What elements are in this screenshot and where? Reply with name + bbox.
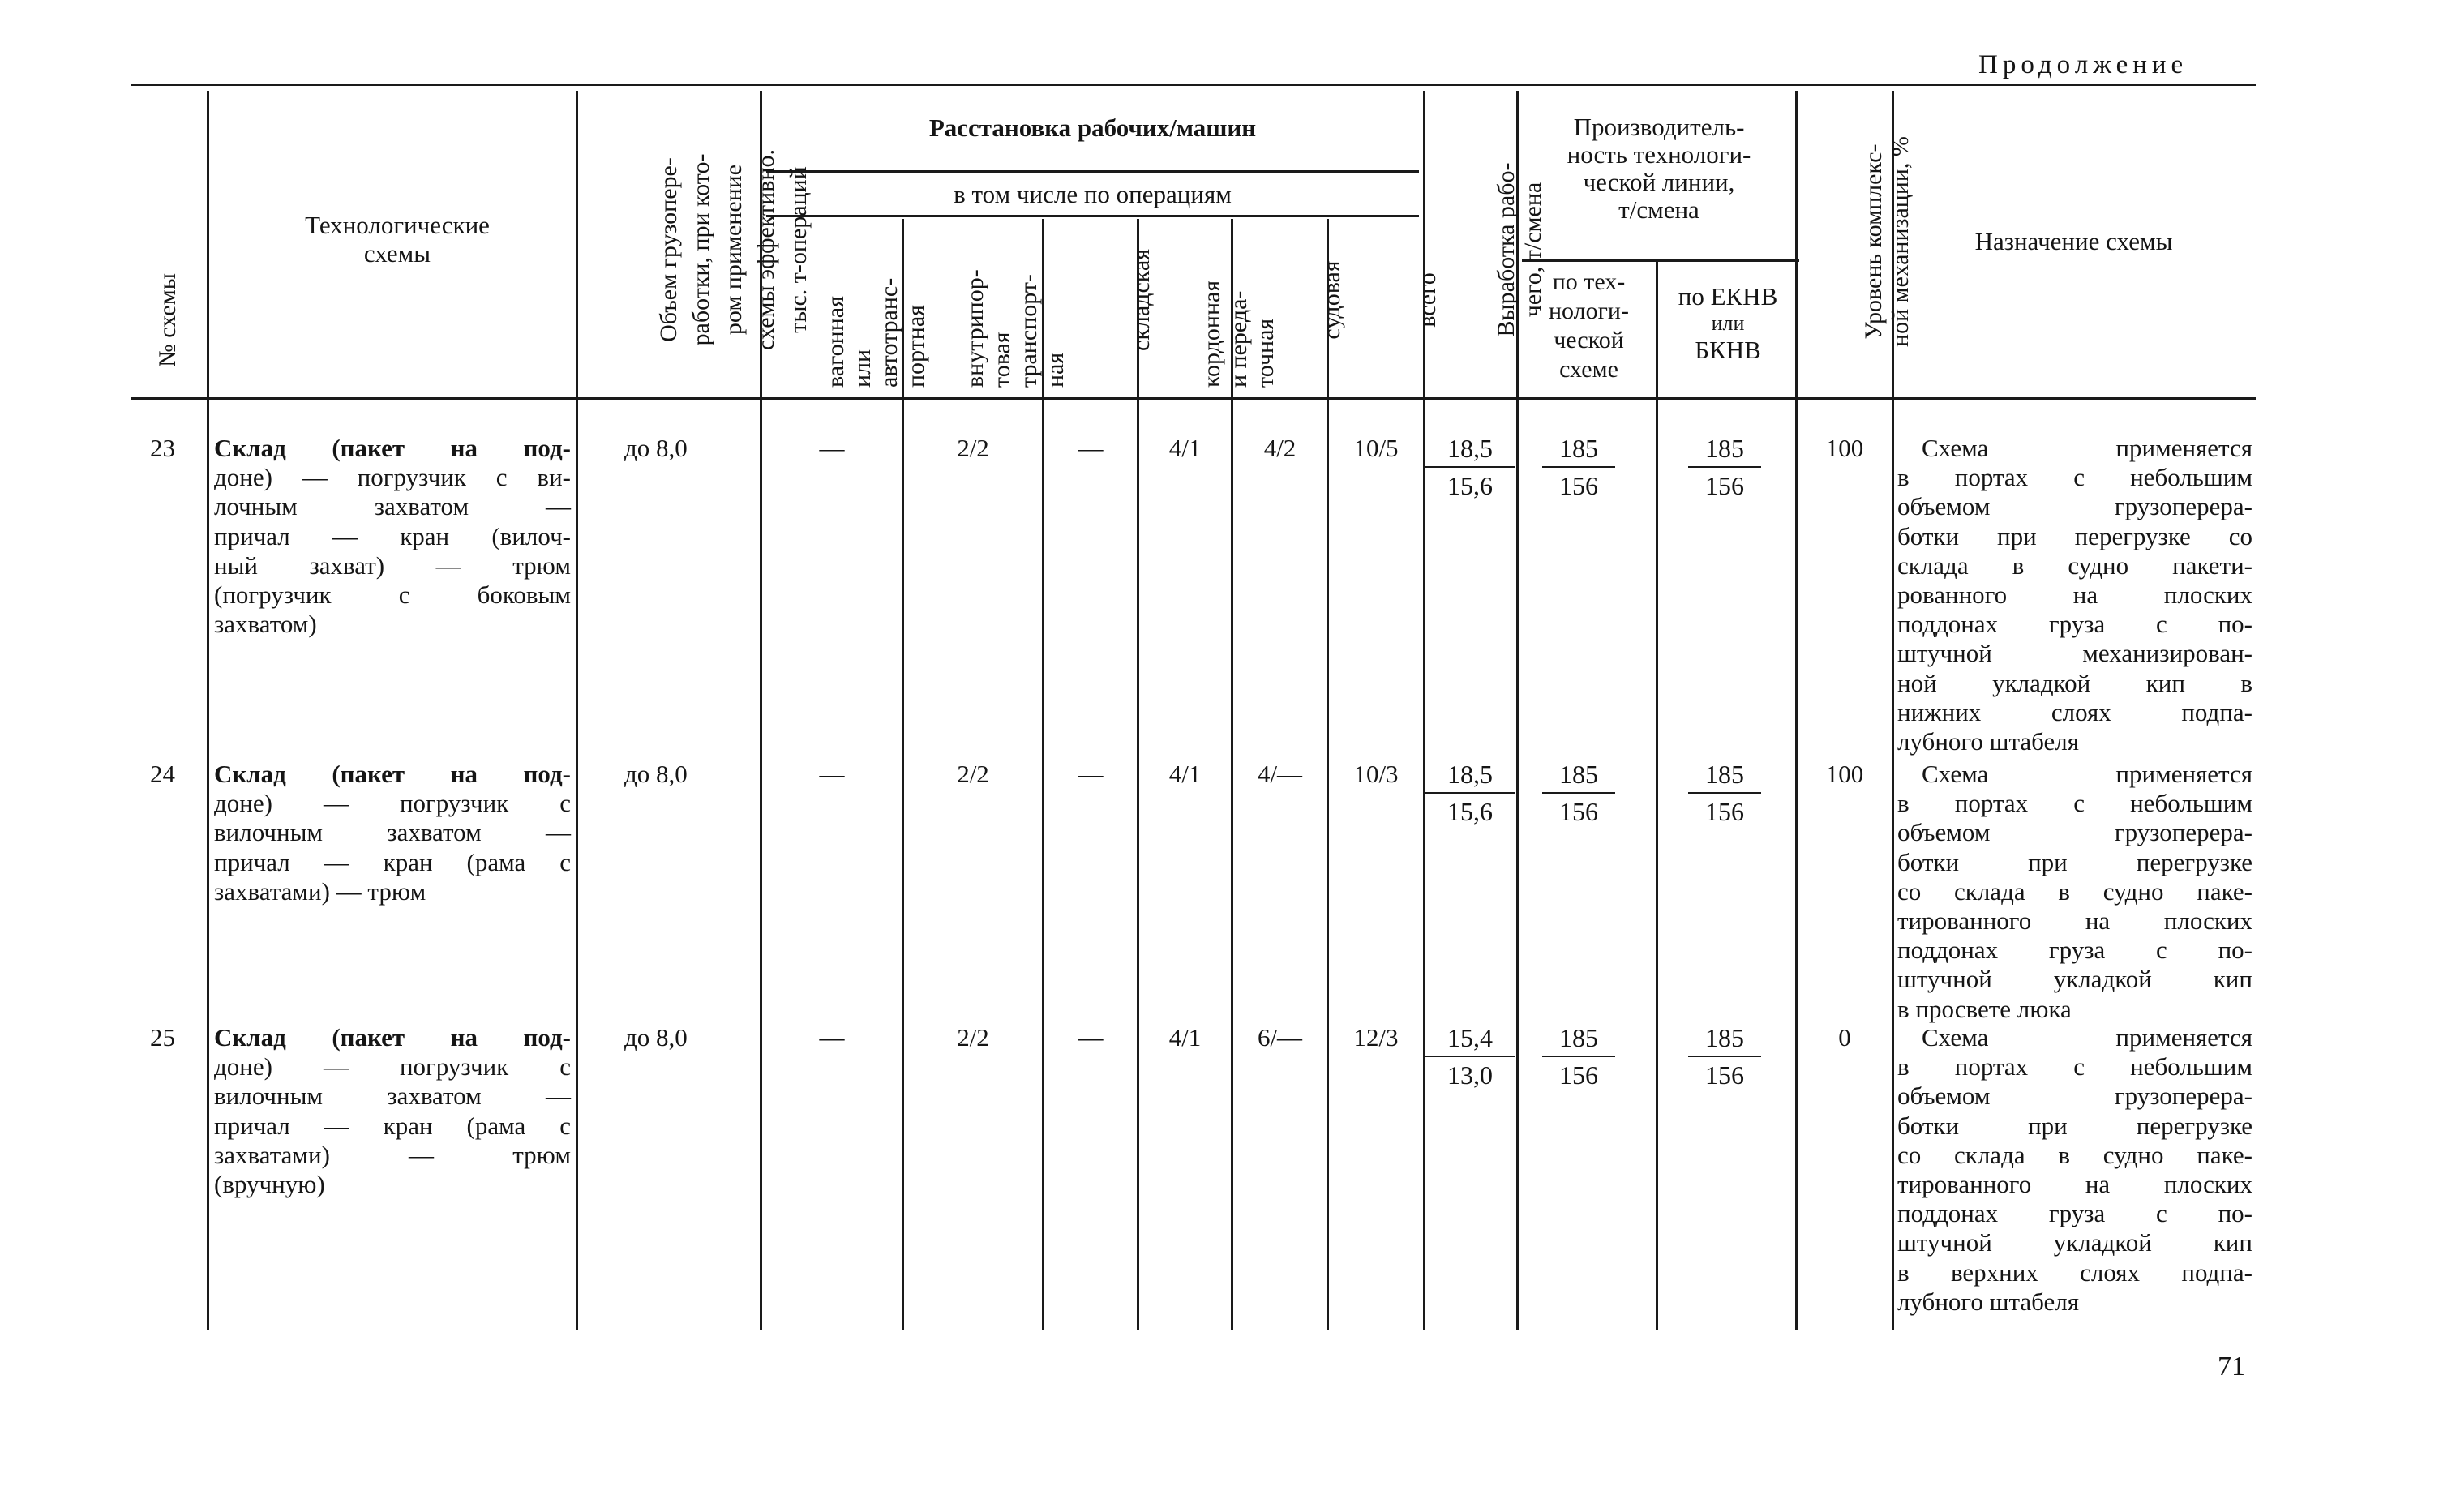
header-ship: судовая — [1318, 260, 1345, 340]
row-24-eknv-productivity: $\frac{185}{156}$ — [1688, 758, 1761, 828]
row-24-intraport: 2/2 — [957, 760, 989, 788]
row-23-warehouse: — — [1078, 434, 1104, 462]
row-23-intraport: 2/2 — [957, 434, 989, 462]
row-25-scheme-productivity: $\frac{185}{156}$ — [1542, 1022, 1615, 1091]
row-25-intraport: 2/2 — [957, 1023, 989, 1052]
row-23-total: 10/5 — [1353, 434, 1399, 462]
header-wagon: вагонная или автотранс- портная — [822, 277, 929, 388]
row-23-output: $\frac{18,5}{15,6}$ — [1425, 432, 1515, 502]
row-23-volume: до 8,0 — [624, 434, 688, 462]
row-25-total: 12/3 — [1353, 1023, 1399, 1052]
header-mechanization: Уровень комплекс- ной механизации, % — [1860, 136, 1914, 347]
header-by-operations: в том числе по операциям — [954, 180, 1232, 208]
header-total: всего — [1414, 272, 1441, 328]
row-24-wagon: — — [819, 760, 845, 788]
header-scheme-number: № схемы — [154, 273, 181, 367]
row-24-scheme: Склад (пакет на под- доне) — погрузчик с вилочным захватом — причал — кран (рама с захватами) — трюм — [214, 760, 571, 906]
row-25-warehouse: — — [1078, 1023, 1104, 1052]
row-24-purpose: Схема применяется в портах с небольшим объемом грузоперера- ботки при перегрузке со склада в судно паке- тированного на плоских поддонах груза с по- штучной укладкой кип в просвете люка — [1897, 760, 2252, 1023]
row-24-number: 24 — [150, 760, 175, 788]
row-25-purpose: Схема применяется в портах с небольшим объемом грузоперера- ботки при перегрузке со склада в судно паке- тированного на плоских поддонах груза с по- штучной укладкой кип в верхних слоях подпа- лубного штабеля — [1897, 1023, 2252, 1316]
header-bottom-border — [131, 397, 2256, 400]
row-25-volume: до 8,0 — [624, 1023, 688, 1052]
header-output: Выработка рабо- чего, т/смена — [1493, 162, 1546, 337]
row-25-wagon: — — [819, 1023, 845, 1052]
row-24-cordon: 4/1 — [1168, 760, 1202, 788]
row-23-ship: 4/2 — [1263, 434, 1297, 462]
col-line-11 — [1656, 259, 1658, 1330]
row-23-scheme: Склад (пакет на под- доне) — погрузчик с ви- лочным захватом — причал — кран (вилоч- ный захват) — трюм (погрузчик с боковым захватом) — [214, 434, 571, 639]
row-24-volume: до 8,0 — [624, 760, 688, 788]
row-23-purpose: Схема применяется в портах с небольшим объемом грузоперера- ботки при перегрузке со склада в судно пакети- рованного на плоских поддонах груза с по- штучной механизирован- ной укладкой кип в нижних слоях подпа- лубного штабеля — [1897, 434, 2252, 756]
continuation-label: Продолжение — [1978, 50, 2188, 79]
row-25-ship: 6/— — [1257, 1023, 1303, 1052]
row-25-output: $\frac{15,4}{13,0}$ — [1425, 1022, 1515, 1091]
header-intraport: внутрипор- товая транспорт- ная — [962, 269, 1069, 388]
row-23-scheme-productivity: $\frac{185}{156}$ — [1542, 432, 1615, 502]
row-24-warehouse: — — [1078, 760, 1104, 788]
header-productivity: Производитель- ность технологи- ческой линии, т/смена — [1567, 113, 1751, 224]
header-volume: Объем грузопере- работки, при кото- ром применение схемы эффективно. тыс. т-операций — [655, 149, 812, 350]
row-24-mechanization: 100 — [1825, 760, 1864, 788]
col-line-12 — [1795, 91, 1798, 1330]
page-number: 71 — [2218, 1351, 2245, 1381]
table-top-border — [131, 84, 2256, 86]
header-purpose: Назначение схемы — [1974, 227, 2173, 255]
header-by-scheme: по тех- нологи- ческой схеме — [1549, 268, 1629, 383]
header-placement: Расстановка рабочих/машин — [928, 114, 1257, 142]
row-24-scheme-productivity: $\frac{185}{156}$ — [1542, 758, 1615, 828]
row-24-ship: 4/— — [1257, 760, 1303, 788]
header-technological-schemes: Технологические схемы — [305, 211, 490, 268]
row-23-eknv-productivity: $\frac{185}{156}$ — [1688, 432, 1761, 502]
row-24-output: $\frac{18,5}{15,6}$ — [1425, 758, 1515, 828]
header-cordon: кордонная и переда- точная — [1198, 280, 1279, 388]
col-line-2 — [576, 91, 578, 1330]
row-25-number: 25 — [150, 1023, 175, 1052]
row-24-total: 10/3 — [1353, 760, 1399, 788]
row-25-scheme: Склад (пакет на под- доне) — погрузчик с вилочным захватом — причал — кран (рама с захватами) — трюм (вручную) — [214, 1023, 571, 1199]
row-23-wagon: — — [819, 434, 845, 462]
row-25-mechanization: 0 — [1838, 1023, 1851, 1052]
row-23-number: 23 — [150, 434, 175, 462]
col-line-1 — [207, 91, 209, 1330]
header-by-eknv: по ЕКНВ или БКНВ — [1678, 282, 1778, 364]
row-25-eknv-productivity: $\frac{185}{156}$ — [1688, 1022, 1761, 1091]
row-23-mechanization: 100 — [1825, 434, 1864, 462]
header-warehouse: складская — [1128, 249, 1155, 351]
row-23-cordon: 4/1 — [1168, 434, 1202, 462]
row-25-cordon: 4/1 — [1168, 1023, 1202, 1052]
placement-subheader-line — [766, 170, 1419, 173]
